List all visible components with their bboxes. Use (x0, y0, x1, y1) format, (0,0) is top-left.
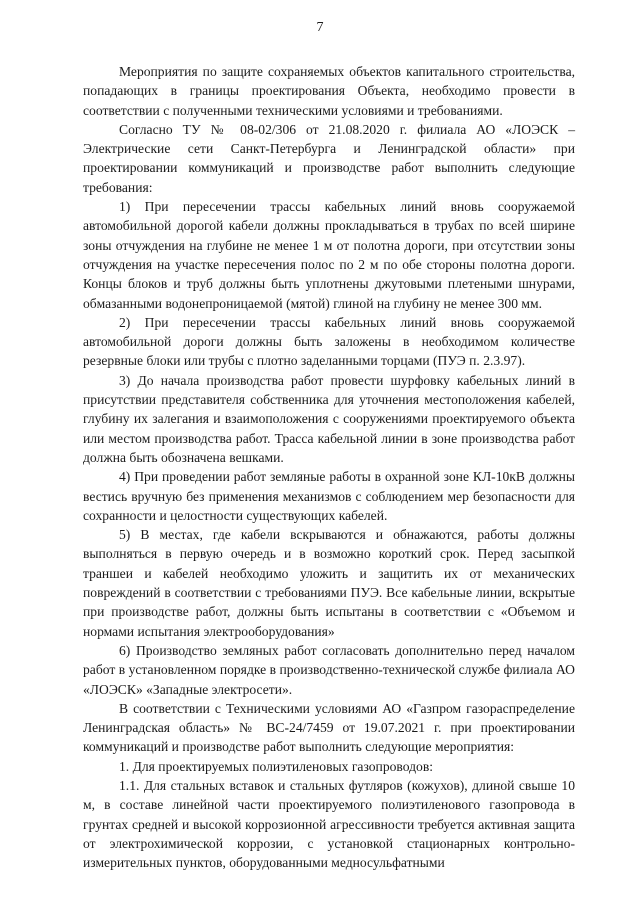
list-item-1-1: 1.1. Для стальных вставок и стальных футляров (кожухов), длиной свыше 10 м, в составе линейной части проектируемого полиэтиленового газопровода в грунтах средней и высокой коррозионной агрессивности требуется активная защита от электрохимической коррозии, с установкой стационарных контрольно-измерительных пунктов, оборудованными медносульфатными (83, 777, 575, 871)
list-item-6: 6) Производство земляных работ согласовать дополнительно перед началом работ в установленном порядке в производственно-технической службе филиала АО «ЛОЭСК» «Западные электросети». (83, 642, 575, 697)
list-item-4: 4) При проведении работ земляные работы в охранной зоне КЛ-10кВ должны вестись вручную без применения механизмов с соблюдением мер безопасности для сохранности и целостности существующих кабелей. (83, 469, 575, 523)
list-item-3: 3) До начала производства работ провести шурфовку кабельных линий в присутствии представителя собственника для уточнения местоположения кабелей, глубину их залегания и взаимоположения с сооружениями проектируемого объекта или местом производства работ. Трасса кабельной линии в зоне производства работ должна быть обозначена вешками. (83, 372, 575, 465)
page-number: 7 (316, 20, 324, 35)
list-item-1: 1) При пересечении трассы кабельных линий вновь сооружаемой автомобильной дорогой кабели должны прокладываться в трубах по всей ширине зоны отчуждения на глубине не менее 1 м от полотна дороги, при отсутствии зоны отчуждения на участке пересечения полос по 2 м по обе стороны полотна дороги. Концы блоков и труб должны быть уплотнены джутовыми плетеными шнурами, обмазанными водонепроницаемой (мятой) глиной на глубину не менее 300 мм. (83, 199, 575, 311)
list-item-5: 5) В местах, где кабели вскрываются и обнажаются, работы должны выполняться в первую очередь и в возможно короткий срок. Перед засыпкой траншеи и кабелей необходимо уложить и защитить их от механических повреждений в соответствии с требованиями ПУЭ. Все кабельные линии, вскрытые при производстве работ, должны быть испытаны в соответствии с «Объемом и нормами испытания электрооборудования» (83, 527, 575, 639)
section-heading-1: 1. Для проектируемых полиэтиленовых газопроводов: (119, 758, 434, 774)
paragraph-loesk-conditions: Согласно ТУ № 08-02/306 от 21.08.2020 г. филиала АО «ЛОЭСК – Электрические сети Санкт-Петербурга и Ленинградской области» при проектировании коммуникаций и производстве работ выполнить следующие требования: (83, 121, 575, 195)
paragraph-intro: Мероприятия по защите сохраняемых объектов капитального строительства, попадающих в границы проектирования Объекта, необходимо провести в соответствии с полученными техническими условиями и требованиями. (83, 64, 575, 118)
document-body (83, 62, 575, 872)
paragraph-gazprom-conditions: В соответствии с Техническими условиями АО «Газпром газораспределение Ленинградская область» № ВС-24/7459 от 19.07.2021 г. при проектировании коммуникаций и производстве работ выполнить следующие мероприятия: (83, 700, 575, 755)
list-item-2: 2) При пересечении трассы кабельных линий вновь сооружаемой автомобильной дороги должны быть заложены в необходимом количестве резервные блоки или трубы с плотно заделанными торцами (ПУЭ п. 2.3.97). (83, 314, 575, 369)
